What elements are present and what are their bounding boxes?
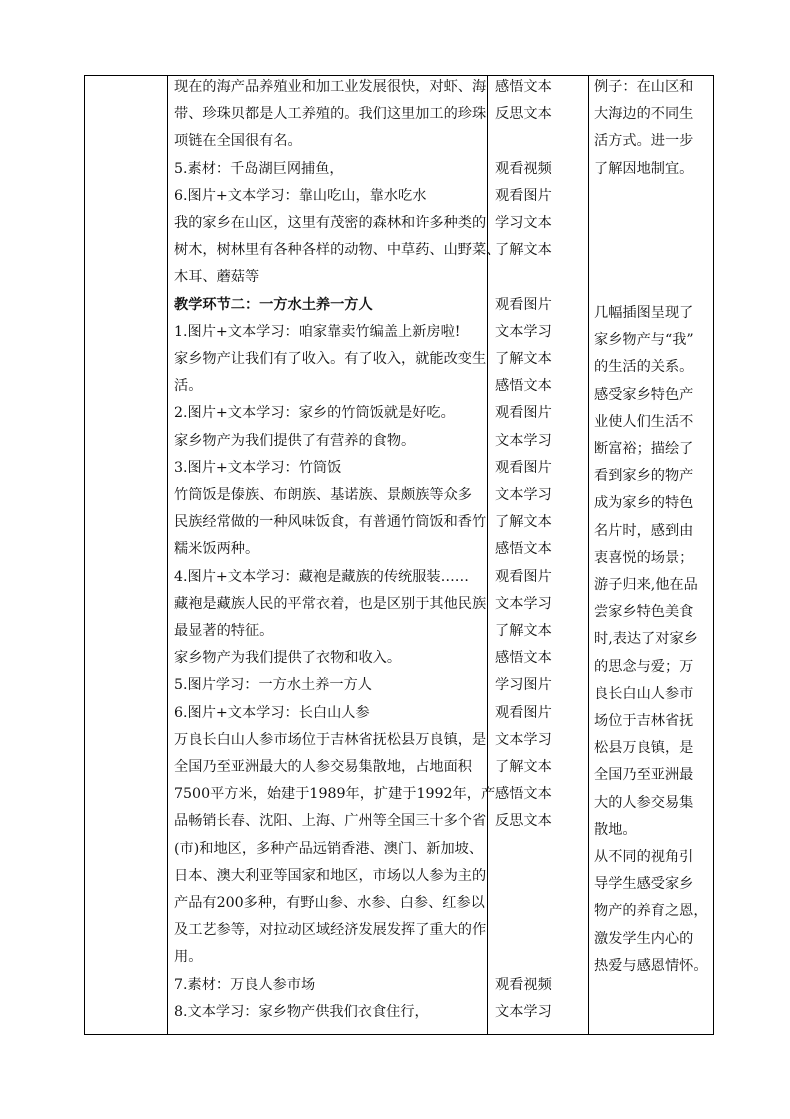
- student-activity-column: [495, 76, 587, 1034]
- activity-line: 观看图片: [495, 405, 552, 422]
- activity-line: 文本学习: [495, 731, 552, 748]
- content-line: 用。: [174, 949, 203, 966]
- activity-line: 学习图片: [495, 677, 552, 694]
- content-line: 项链在全国很有名。: [174, 133, 302, 150]
- design-intent-line: 的生活的关系。: [594, 359, 694, 376]
- activity-line: 文本学习: [495, 1003, 552, 1020]
- content-line: 糯米饭两种。: [174, 541, 260, 558]
- design-intent-line: 成为家乡的特色: [594, 495, 694, 512]
- design-intent-line: 家乡物产与“我”: [594, 332, 694, 349]
- activity-line: 文本学习: [495, 432, 552, 449]
- activity-line: 观看图片: [495, 459, 552, 476]
- activity-line: 文本学习: [495, 323, 552, 340]
- content-line: 5.图片学习：一方水土养一方人: [174, 677, 372, 694]
- design-intent-line: 看到家乡的物产: [594, 468, 694, 485]
- content-line: 最显著的特征。: [174, 623, 274, 639]
- activity-line: 了解文本: [495, 623, 552, 639]
- activity-line: 学习文本: [495, 215, 552, 231]
- design-intent-line: 业使人们生活不: [594, 413, 694, 430]
- design-intent-line: 感受家乡特色产: [594, 386, 694, 403]
- design-intent-line: 几幅插图呈现了: [594, 305, 694, 321]
- design-intent-line: 导学生感受家乡: [594, 876, 694, 893]
- design-intent-line: 衷喜悦的场景；: [594, 549, 694, 566]
- design-intent-line: 物产的养育之恩，: [594, 903, 708, 920]
- content-line: 带、珍珠贝都是人工养殖的。我们这里加工的珍珠: [174, 106, 487, 123]
- content-column: [174, 76, 501, 1034]
- lesson-plan-table: [84, 75, 714, 1035]
- design-intent-line: 游子归来,他在品: [594, 577, 698, 593]
- activity-line: 观看图片: [495, 296, 552, 313]
- column-divider: [588, 76, 589, 1034]
- activity-line: 观看图片: [495, 704, 552, 721]
- content-line: 6.图片+文本学习：靠山吃山，靠水吃水: [174, 187, 427, 204]
- section-column: [85, 76, 167, 1034]
- design-intent-line: 松县万良镇，是: [594, 740, 694, 757]
- design-intent-column: [594, 76, 714, 1034]
- activity-line: 感悟文本: [495, 650, 552, 667]
- content-line: 4.图片+文本学习：藏袍是藏族的传统服装……: [174, 568, 469, 585]
- design-intent-line: 散地。: [594, 821, 637, 838]
- activity-line: 了解文本: [495, 514, 552, 531]
- content-line: 我的家乡在山区，这里有茂密的森林和许多种类的: [174, 215, 487, 231]
- design-intent-line: 的思念与爱；万: [594, 658, 694, 675]
- activity-line: 观看图片: [495, 568, 552, 585]
- activity-line: 反思文本: [495, 813, 552, 830]
- content-line: 7500平方米，始建于1989年，扩建于1992年，产: [174, 786, 496, 803]
- design-intent-line: 大海边的不同生: [594, 106, 694, 123]
- design-intent-line: 例子：在山区和: [594, 79, 694, 95]
- design-intent-line: 热爱与感恩情怀。: [594, 957, 708, 974]
- content-line: 品畅销长春、沈阳、上海、广州等全国三十多个省: [174, 813, 487, 830]
- activity-line: 文本学习: [495, 595, 552, 612]
- content-line: 产品有200多种，有野山参、水参、白参、红参以: [174, 895, 485, 911]
- column-divider: [487, 76, 488, 1034]
- activity-line: 观看图片: [495, 187, 552, 204]
- content-line: 现在的海产品养殖业和加工业发展很快，对虾、海: [174, 79, 487, 95]
- design-intent-line: 良长白山人参市: [594, 685, 694, 702]
- content-line: 活。: [174, 378, 203, 395]
- design-intent-line: 尝家乡特色美食: [594, 604, 694, 621]
- design-intent-line: 名片时，感到由: [594, 522, 694, 539]
- design-intent-line: 了解因地制宜。: [594, 160, 694, 177]
- activity-line: 了解文本: [495, 759, 552, 775]
- design-intent-line: 断富裕；描绘了: [594, 441, 694, 457]
- content-line: 日本、澳大利亚等国家和地区，市场以人参为主的: [174, 867, 487, 884]
- content-line: 及工艺参等，对拉动区域经济发展发挥了重大的作: [174, 922, 487, 939]
- content-line: 家乡物产为我们提供了有营养的食物。: [174, 432, 416, 449]
- content-line: 树木，树林里有各种各样的动物、中草药、山野菜、: [174, 242, 501, 259]
- design-intent-line: 时,表达了对家乡: [594, 631, 698, 648]
- activity-line: 文本学习: [495, 487, 552, 503]
- design-intent-line: 全国乃至亚洲最: [594, 767, 694, 784]
- design-intent-line: 从不同的视角引: [594, 849, 694, 865]
- activity-line: 反思文本: [495, 106, 552, 123]
- content-line: 家乡物产让我们有了收入。有了收入，就能改变生: [174, 351, 487, 367]
- content-line: 1.图片+文本学习：咱家靠卖竹编盖上新房啦!: [174, 323, 461, 340]
- activity-line: 感悟文本: [495, 378, 552, 395]
- activity-line: 观看视频: [495, 160, 552, 177]
- content-line: 木耳、蘑菇等: [174, 269, 260, 286]
- activity-line: 感悟文本: [495, 786, 552, 803]
- content-line: 全国乃至亚洲最大的人参交易集散地，占地面积: [174, 759, 472, 775]
- content-line: 民族经常做的一种风味饭食，有普通竹筒饭和香竹: [174, 514, 487, 531]
- content-line: 教学环节二：一方水土养一方人: [174, 296, 373, 313]
- content-line: 6.图片+文本学习：长白山人参: [174, 704, 370, 721]
- content-line: 5.素材：千岛湖巨网捕鱼，: [174, 160, 344, 177]
- activity-line: 观看视频: [495, 976, 552, 993]
- activity-line: 了解文本: [495, 242, 552, 259]
- content-line: 竹筒饭是傣族、布朗族、基诺族、景颇族等众多: [174, 487, 472, 503]
- design-intent-line: 激发学生内心的: [594, 930, 694, 947]
- content-line: 2.图片+文本学习：家乡的竹筒饭就是好吃。: [174, 405, 455, 422]
- content-line: 家乡物产为我们提供了衣物和收入。: [174, 650, 402, 667]
- content-line: 3.图片+文本学习：竹筒饭: [174, 459, 342, 476]
- content-line: 万良长白山人参市场位于吉林省抚松县万良镇，是: [174, 731, 487, 748]
- column-divider: [167, 76, 168, 1034]
- content-line: (市)和地区，多种产品远销香港、澳门、新加坡、: [174, 840, 484, 857]
- design-intent-line: 大的人参交易集: [594, 794, 694, 811]
- activity-line: 了解文本: [495, 351, 552, 367]
- activity-line: 感悟文本: [495, 79, 552, 95]
- content-line: 7.素材：万良人参市场: [174, 976, 316, 993]
- design-intent-line: 场位于吉林省抚: [594, 713, 694, 729]
- content-line: 8.文本学习：家乡物产供我们衣食住行，: [174, 1003, 429, 1020]
- activity-line: 感悟文本: [495, 541, 552, 558]
- content-line: 藏袍是藏族人民的平常衣着，也是区别于其他民族: [174, 595, 487, 612]
- design-intent-line: 活方式。进一步: [594, 133, 694, 150]
